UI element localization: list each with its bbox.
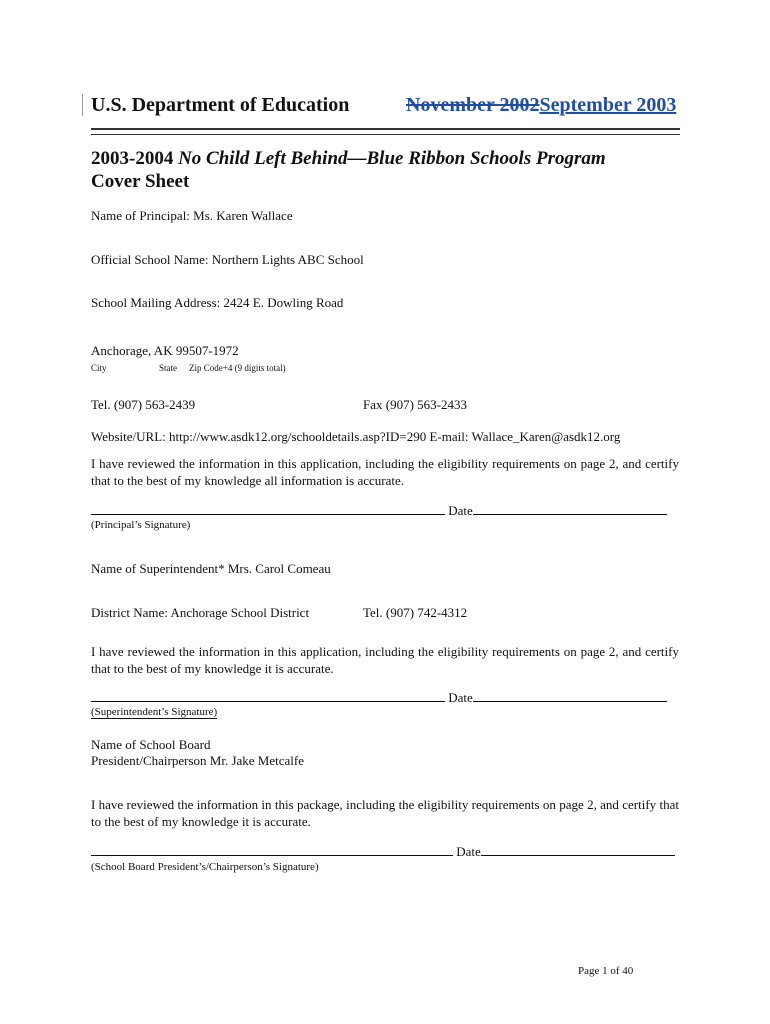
board-date-label: Date (456, 844, 481, 859)
principal-date-line[interactable] (473, 503, 667, 515)
superintendent-date-line[interactable] (473, 690, 667, 702)
department-name: U.S. Department of Education (91, 94, 350, 116)
principal-signature-row (91, 503, 667, 519)
principal-name: Name of Principal: Ms. Karen Wallace (91, 208, 293, 223)
revision-bar (82, 94, 83, 116)
school-tel: Tel. (907) 563-2439 (91, 397, 196, 412)
inserted-date: September 2003 (539, 94, 677, 116)
principal-signature-line[interactable] (91, 503, 445, 515)
label-state: State (159, 363, 177, 373)
school-fax: Fax (907) 563-2433 (363, 397, 467, 412)
school-mailing-address: School Mailing Address: 2424 E. Dowling Road (91, 295, 344, 310)
certify-board: I have reviewed the information in this package, including the eligibility requirements on page 2, and certify that to the best of my knowledge it is accurate. (91, 797, 679, 829)
certify-principal: I have reviewed the information in this application, including the eligibility requirements on page 2, and certify that to the best of my knowledge all information is accurate. (91, 456, 679, 488)
website-email: Website/URL: http://www.asdk12.org/schooldetails.asp?ID=290 E-mail: Wallace_Karen@asdk12.org (91, 429, 621, 444)
official-school-name: Official School Name: Northern Lights ABC School (91, 252, 364, 267)
certify-superintendent: I have reviewed the information in this application, including the eligibility requirements on page 2, and certify that to the best of my knowledge it is accurate. (91, 644, 679, 676)
title-subtitle: Cover Sheet (91, 171, 190, 192)
header-rule-top (91, 128, 680, 130)
city-state-zip: Anchorage, AK 99507-1972 (91, 343, 239, 358)
superintendent-signature-row (91, 690, 667, 706)
board-president-name (91, 737, 304, 769)
superintendent-signature-caption: (Superintendent’s Signature) (91, 706, 218, 718)
district-name: District Name: Anchorage School District (91, 605, 310, 620)
board-signature-row (91, 844, 675, 860)
title-program: No Child Left Behind—Blue Ribbon Schools Program (178, 148, 606, 169)
superintendent-name: Name of Superintendent* Mrs. Carol Comeau (91, 561, 331, 576)
title-years: 2003-2004 (91, 148, 179, 169)
deleted-date: November 2002 (406, 94, 540, 116)
page-number: Page 1 of 40 (578, 965, 634, 977)
principal-signature-caption: (Principal’s Signature) (91, 519, 191, 531)
label-city: City (91, 363, 107, 373)
principal-date-label: Date (448, 503, 473, 518)
superintendent-date-label: Date (448, 690, 473, 705)
district-tel: Tel. (907) 742-4312 (363, 605, 468, 620)
superintendent-signature-line[interactable] (91, 690, 445, 702)
label-zip: Zip Code+4 (9 digits total) (189, 363, 286, 373)
board-line1: Name of School Board (91, 737, 211, 752)
header-rule-bottom (91, 134, 680, 135)
board-date-line[interactable] (481, 844, 675, 856)
board-line2: President/Chairperson Mr. Jake Metcalfe (91, 753, 304, 768)
board-signature-caption: (School Board President’s/Chairperson’s Signature) (91, 861, 319, 873)
revision-date (406, 94, 676, 117)
page-title (91, 147, 691, 193)
board-signature-line[interactable] (91, 844, 453, 856)
